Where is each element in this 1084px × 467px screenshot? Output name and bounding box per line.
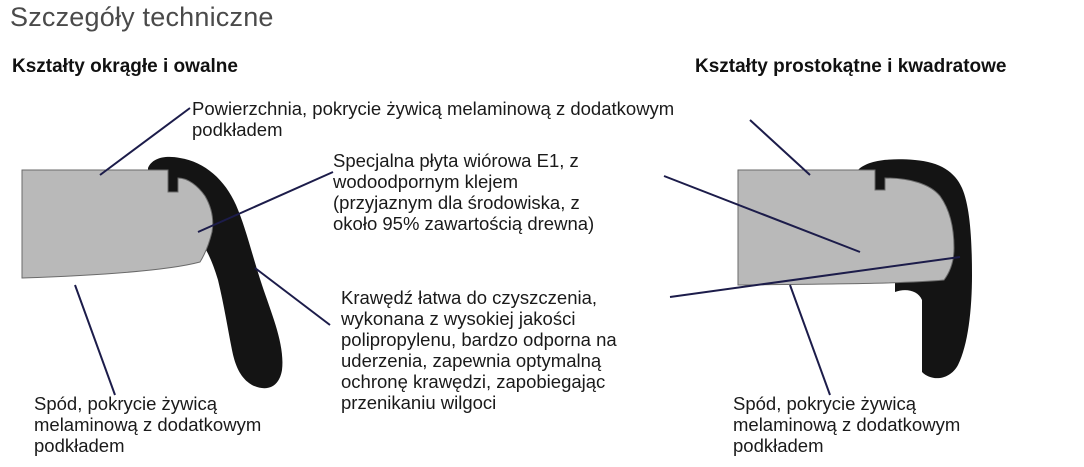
left-board bbox=[22, 170, 213, 278]
left-profile bbox=[22, 157, 282, 388]
callout-surface: Powierzchnia, pokrycie żywicą melaminową z dodatkowym podkładem bbox=[192, 98, 675, 140]
leader-bottom-right bbox=[790, 285, 830, 395]
callout-particle-board: Specjalna płyta wiórowa E1, z wodoodpornym klejem (przyjaznym dla środowiska, z około 95% zawartością drewna) bbox=[333, 150, 595, 234]
callout-bottom-left: Spód, pokrycie żywicą melaminową z dodatkowym podkładem bbox=[34, 393, 262, 456]
heading-round-oval: Kształty okrągłe i owalne bbox=[12, 56, 238, 77]
leader-bottom-left bbox=[75, 285, 115, 395]
page-title: Szczegóły techniczne bbox=[10, 2, 274, 32]
callout-bottom-right: Spód, pokrycie żywicą melaminową z dodatkowym podkładem bbox=[733, 393, 961, 456]
heading-rectangular-square: Kształty prostokątne i kwadratowe bbox=[695, 56, 1007, 77]
right-profile bbox=[738, 159, 972, 378]
right-board bbox=[738, 170, 954, 285]
leader-surface-right bbox=[750, 120, 810, 175]
callout-edge: Krawędź łatwa do czyszczenia, wykonana z wysokiej jakości polipropylenu, bardzo odporna na uderzenia, zapewnia optymalną ochronę krawędzi, zapobiegając przenikaniu wilgoci bbox=[341, 287, 617, 413]
